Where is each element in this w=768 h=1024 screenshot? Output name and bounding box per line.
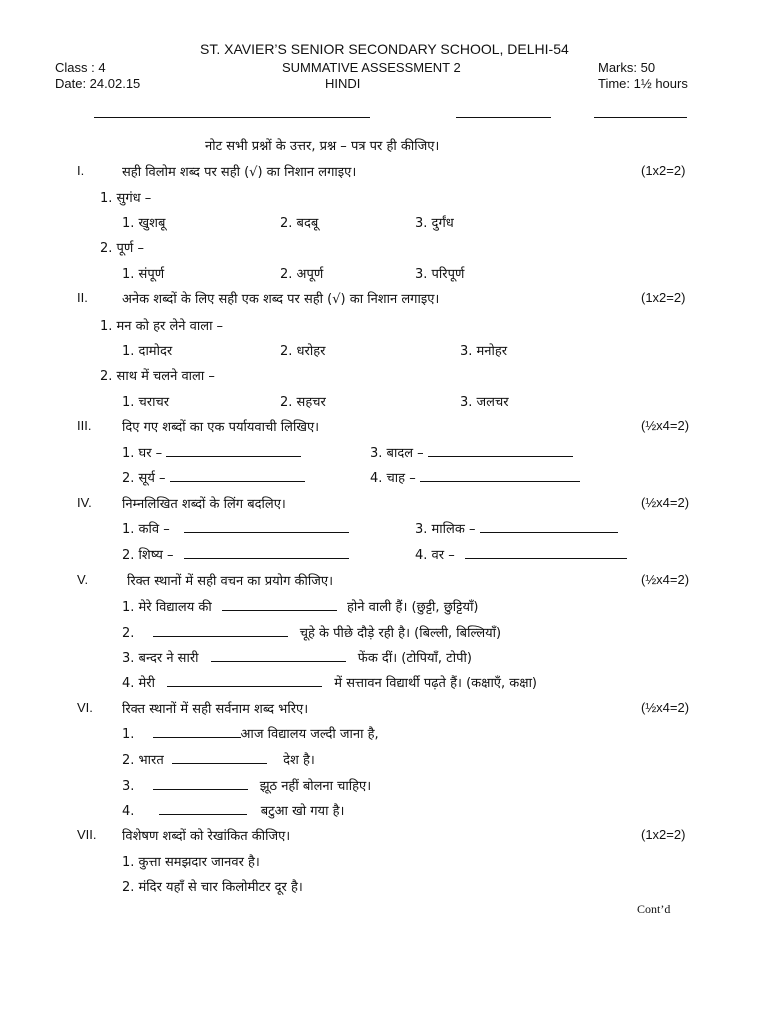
answer-blank[interactable] [153,725,241,738]
answer-blank[interactable] [184,520,349,533]
section-1-marks: (1x2=2) [641,163,686,178]
s3-item-1-label: 1. घर – [122,446,163,461]
s4-item-3 [415,519,618,537]
name-line [94,117,370,118]
assessment-label: SUMMATIVE ASSESSMENT 2 [282,60,461,75]
section-5-marks: (½x4=2) [641,572,690,587]
section-2-number: II. [77,290,88,305]
section-line [594,117,687,118]
s7-sentence-2: 2. मंदिर यहाँ से चार किलोमीटर दूर है। [122,880,303,895]
answer-blank[interactable] [222,598,337,611]
section-3-title: दिए गए शब्दों का एक पर्यायवाची लिखिए। [122,420,320,435]
s2-question-1: 1. मन को हर लेने वाला – [100,319,224,334]
s6-question-1 [122,724,379,742]
s1-q1-option-3: 3. दुर्गंध [415,216,454,231]
answer-blank[interactable] [184,546,349,559]
s4-item-4-label: 4. वर – [415,548,455,563]
answer-blank[interactable] [465,546,627,559]
s5-question-1 [122,597,479,615]
s6-q2-suffix: देश है। [283,753,315,768]
s5-q1-suffix: होने वाली हैं। (छुट्टी, छुट्टियाँ) [347,600,479,615]
s6-q2-prefix: 2. भारत [122,753,164,768]
s2-q2-option-2: 2. सहचर [280,395,326,410]
s5-question-3 [122,648,472,666]
section-2-title: अनेक शब्दों के लिए सही एक शब्द पर सही (√) का निशान लगाइए। [122,292,440,307]
s1-q1-option-1: 1. खुशबू [122,216,166,231]
s2-q1-option-2: 2. धरोहर [280,344,326,359]
s2-q1-option-3: 3. मनोहर [460,344,508,359]
s5-q4-suffix: में सत्तावन विद्यार्थी पढ़ते हैं। (कक्षाएँ, कक्षा) [334,676,538,691]
s6-q3-prefix: 3. [122,779,135,794]
s5-question-2 [122,623,501,641]
s5-q3-prefix: 3. बन्दर ने सारी [122,651,199,666]
section-7-number: VII. [77,827,97,842]
s3-item-4-label: 4. चाह – [370,471,416,486]
answer-blank[interactable] [167,674,322,687]
s6-q4-prefix: 4. [122,804,135,819]
s6-q1-suffix: आज विद्यालय जल्दी जाना है, [240,727,379,742]
answer-blank[interactable] [211,649,346,662]
section-5-number: V. [77,572,89,587]
section-3-number: III. [77,418,92,433]
answer-blank[interactable] [480,520,618,533]
answer-blank[interactable] [159,802,247,815]
s2-q2-option-3: 3. जलचर [460,395,509,410]
s6-q3-suffix: झूठ नहीं बोलना चाहिए। [259,779,372,794]
s5-q3-suffix: फेंक दीं। (टोपियाँ, टोपी) [357,651,472,666]
subject-label: HINDI [325,76,361,91]
section-4-title: निम्नलिखित शब्दों के लिंग बदलिए। [122,497,286,512]
section-1-number: I. [77,163,85,178]
s2-q1-option-1: 1. दामोदर [122,344,173,359]
answer-blank[interactable] [153,777,248,790]
s6-q4-suffix: बटुआ खो गया है। [260,804,345,819]
answer-blank[interactable] [172,751,267,764]
answer-blank[interactable] [170,469,305,482]
s5-q2-suffix: चूहे के पीछे दौड़े रही है। (बिल्ली, बिल्लियाँ) [299,626,502,641]
answer-blank[interactable] [153,624,288,637]
s3-item-1 [122,443,301,461]
marks-label: Marks: 50 [598,60,656,75]
s1-q2-option-2: 2. अपूर्ण [280,267,324,282]
s4-item-3-label: 3. मालिक – [415,522,476,537]
s1-q2-option-3: 3. परिपूर्ण [415,267,465,282]
section-2-marks: (1x2=2) [641,290,686,305]
answer-blank[interactable] [166,444,301,457]
s3-item-3-label: 3. बादल – [370,446,424,461]
class-label: Class : 4 [55,60,106,75]
section-3-marks: (½x4=2) [641,418,690,433]
s1-question-1: 1. सुगंध – [100,191,152,206]
s5-question-4 [122,673,537,691]
s6-question-3 [122,776,371,794]
s4-item-2-label: 2. शिष्य – [122,548,174,563]
s1-q1-option-2: 2. बदबू [280,216,319,231]
s1-question-2: 2. पूर्ण – [100,241,144,256]
section-1-title: सही विलोम शब्द पर सही (√) का निशान लगाइए। [122,165,357,180]
date-label: Date: 24.02.15 [55,76,141,91]
continued-label: Cont’d [637,902,671,916]
s2-q2-option-1: 1. चराचर [122,395,170,410]
instruction-note: नोट सभी प्रश्नों के उत्तर, प्रश्न – पत्र पर ही कीजिए। [205,139,440,154]
s6-question-2 [122,750,315,768]
section-5-title: रिक्त स्थानों में सही वचन का प्रयोग कीजिए। [127,574,334,589]
answer-blank[interactable] [420,469,580,482]
s3-item-2-label: 2. सूर्य – [122,471,166,486]
school-name: ST. XAVIER’S SENIOR SECONDARY SCHOOL, DELHI-54 [200,41,569,57]
s7-sentence-1: 1. कुत्ता समझदार जानवर है। [122,855,260,870]
s5-q1-prefix: 1. मेरे विद्यालय की [122,600,212,615]
section-4-number: IV. [77,495,92,510]
time-label: Time: 1½ hours [598,76,688,91]
s1-q2-option-1: 1. संपूर्ण [122,267,165,282]
s6-q1-prefix: 1. [122,727,135,742]
section-6-marks: (½x4=2) [641,700,690,715]
s5-q4-prefix: 4. मेरी [122,676,155,691]
section-7-marks: (1x2=2) [641,827,686,842]
roll-line [456,117,551,118]
s3-item-2 [122,468,305,486]
s4-item-2 [122,545,349,563]
section-4-marks: (½x4=2) [641,495,690,510]
s4-item-1-label: 1. कवि – [122,522,170,537]
s6-question-4 [122,801,344,819]
section-6-title: रिक्त स्थानों में सही सर्वनाम शब्द भरिए। [122,702,309,717]
s2-question-2: 2. साथ में चलने वाला – [100,369,215,384]
s5-q2-prefix: 2. [122,626,135,641]
section-6-number: VI. [77,700,93,715]
answer-blank[interactable] [428,444,573,457]
s4-item-4 [415,545,627,563]
section-7-title: विशेषण शब्दों को रेखांकित कीजिए। [122,829,291,844]
s4-item-1 [122,519,349,537]
s3-item-4 [370,468,580,486]
s3-item-3 [370,443,573,461]
